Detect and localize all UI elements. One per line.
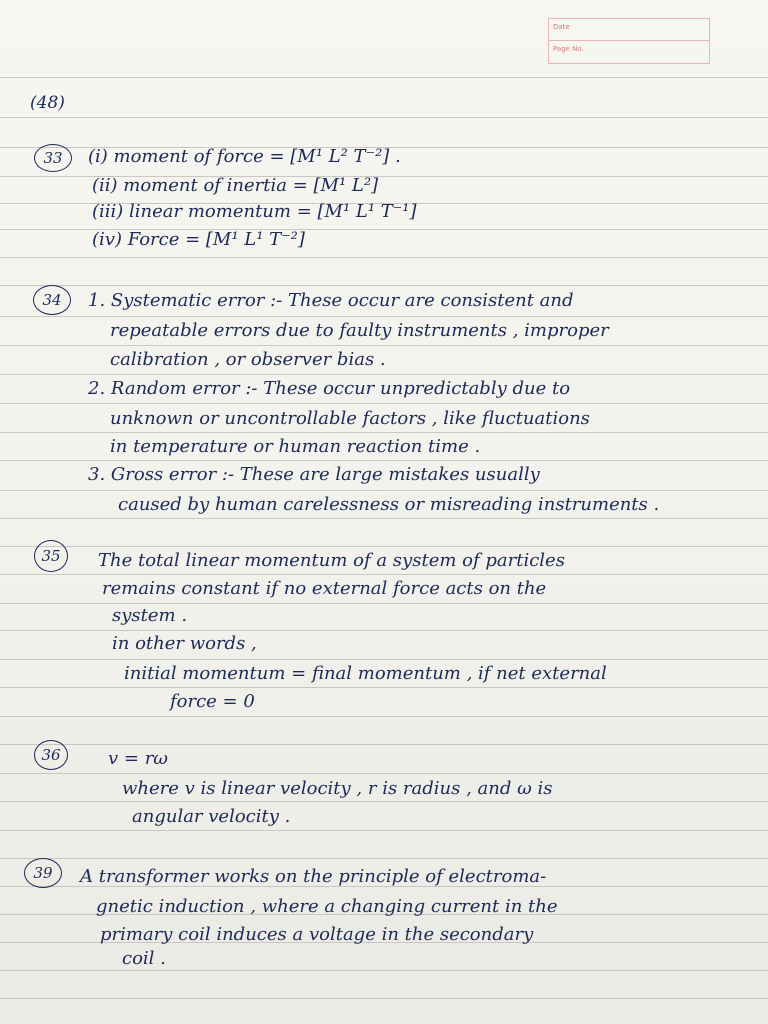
- q34-line-1: 1. Systematic error :- These occur are consistent and: [88, 290, 574, 311]
- question-number-36: 36: [34, 740, 68, 770]
- question-number-39: 39: [24, 858, 62, 888]
- q36-line-1: v = rω: [108, 748, 168, 769]
- q34-line-2: repeatable errors due to faulty instruments , improper: [110, 320, 609, 341]
- question-number-34: 34: [33, 285, 71, 315]
- q33-line-2: (ii) moment of inertia = [M¹ L²]: [92, 175, 379, 196]
- page-number-label: Page No.: [553, 45, 584, 53]
- q39-line-2: gnetic induction , where a changing current in the: [96, 896, 558, 917]
- q34-line-6: in temperature or human reaction time .: [110, 436, 481, 457]
- question-number-33: 33: [34, 144, 72, 172]
- q33-line-1: (i) moment of force = [M¹ L² T⁻²] .: [88, 146, 401, 167]
- q35-line-6: force = 0: [170, 691, 255, 712]
- q35-line-1: The total linear momentum of a system of particles: [98, 550, 565, 571]
- q34-line-3: calibration , or observer bias .: [110, 349, 386, 370]
- q36-line-3: angular velocity .: [132, 806, 291, 827]
- q35-line-4: in other words ,: [112, 633, 257, 654]
- page-reference: (48): [30, 93, 65, 113]
- q39-line-4: coil .: [122, 948, 166, 969]
- q39-line-3: primary coil induces a voltage in the secondary: [100, 924, 534, 945]
- q36-line-2: where v is linear velocity , r is radius , and ω is: [122, 778, 553, 799]
- q39-line-1: A transformer works on the principle of electroma-: [80, 866, 547, 887]
- q34-line-7: 3. Gross error :- These are large mistakes usually: [88, 464, 540, 485]
- question-number-35: 35: [34, 540, 68, 572]
- q34-line-8: caused by human carelessness or misreading instruments .: [118, 494, 660, 515]
- q35-line-3: system .: [112, 605, 188, 626]
- date-page-box: [548, 18, 710, 64]
- q35-line-5: initial momentum = final momentum , if net external: [124, 663, 607, 684]
- q33-line-3: (iii) linear momentum = [M¹ L¹ T⁻¹]: [92, 201, 417, 222]
- q35-line-2: remains constant if no external force acts on the: [102, 578, 547, 599]
- q34-line-5: unknown or uncontrollable factors , like fluctuations: [110, 408, 590, 429]
- q33-line-4: (iv) Force = [M¹ L¹ T⁻²]: [92, 229, 305, 250]
- q34-line-4: 2. Random error :- These occur unpredictably due to: [88, 378, 571, 399]
- date-label: Date: [553, 23, 570, 31]
